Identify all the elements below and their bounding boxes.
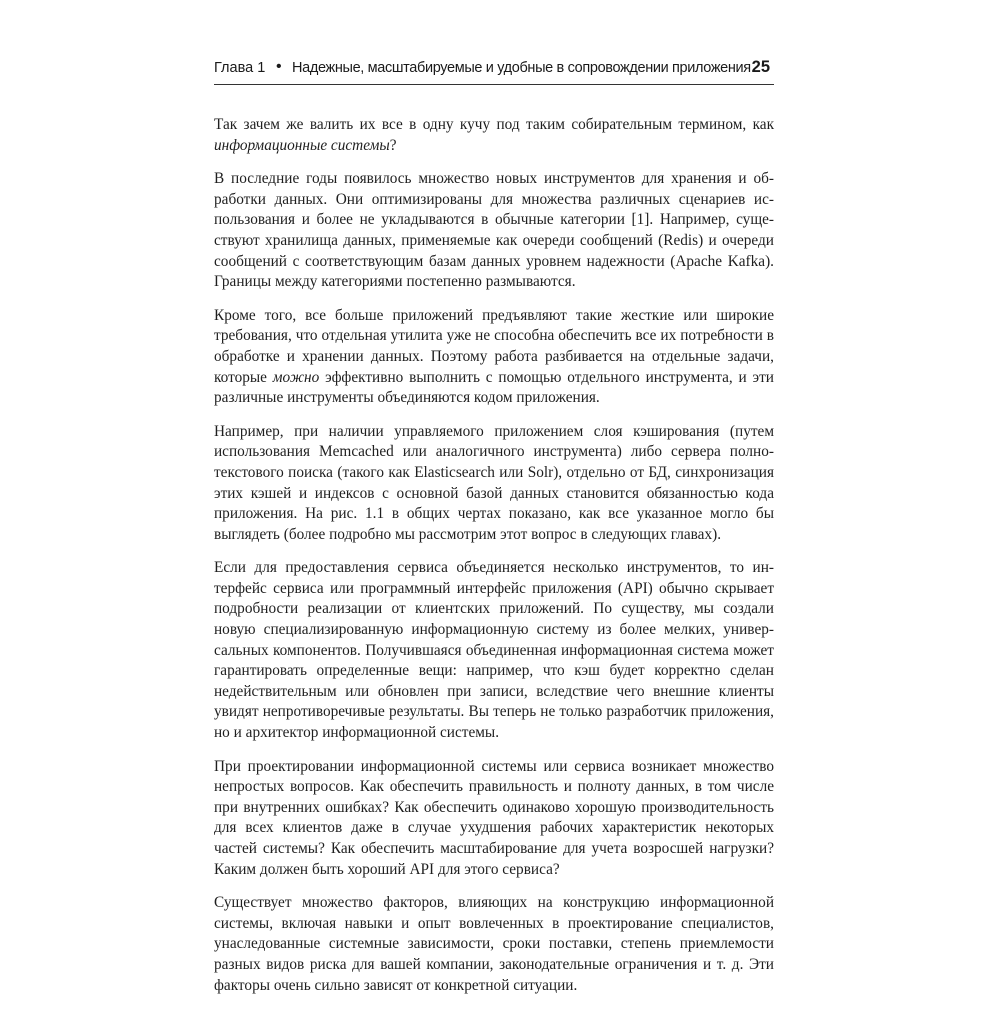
paragraph-5 [214, 558, 774, 743]
paragraph-7 [214, 893, 774, 996]
header-rule [214, 84, 774, 85]
header-bullet: • [276, 58, 282, 75]
paragraph-text: Существует множество факторов, влияющих на конструкцию информационной системы, включая навыки и опыт вовлеченных в проектирование специалистов, унаследованные системные зависимости, сроки поставки, степень приемлемости разных видов риска для вашей компании, законодательные ограничения и т. д. Эти факторы очень сильно зависят от конкретной ситуации. [214, 894, 774, 994]
running-header [214, 58, 774, 80]
paragraph-text: Если для предоставления сервиса объединяется несколько инструментов, то интерфейс сервиса или программный интерфейс приложения (API) обычно скрывает подробности реализации от клиентских приложений. По существу, мы создали новую специализированную информационную систему из более мелких, универсальных компонентов. Получившаяся объединенная информационная система может гарантировать определенные вещи: например, что кэш будет корректно сделан недействительным или обновлен при записи, вследствие чего внешние клиенты увидят непротиворечивые результаты. Вы теперь не только разработчик приложения, но и архитектор информационной системы. [214, 559, 774, 742]
running-title: Надежные, масштабируемые и удобные в сопровождении приложения [292, 60, 751, 76]
page-number: 25 [751, 58, 770, 76]
paragraph-text: эффективно выполнить с помощью отдельного инструмента, и эти различные инструменты объединяются кодом приложения. [214, 368, 774, 407]
paragraph-4 [214, 422, 774, 546]
paragraph-text: Например, при наличии управляемого приложением слоя кэширования (путем использования Memcached или аналогичного инструмента) либо сервера полнотекстового поиска (такого как Elasticsearch или Solr), отдельно от БД, синхронизация этих кэшей и индексов с основной базой данных становится обязанностью кода приложения. На рис. 1.1 в общих чертах показано, как все указанное могло бы выглядеть (более подробно мы рассмотрим этот вопрос в следующих главах). [214, 422, 774, 543]
italic-term: информационные системы [214, 136, 390, 154]
paragraph-1 [214, 115, 774, 156]
paragraph-2 [214, 169, 774, 293]
paragraph-6 [214, 757, 774, 881]
book-page [214, 0, 774, 1000]
paragraph-text: ? [389, 136, 397, 154]
chapter-label: Глава 1 [214, 60, 266, 76]
paragraph-3 [214, 306, 774, 409]
paragraph-text: Так зачем же валить их все в одну кучу под таким собирательным термином, как [214, 116, 774, 133]
italic-term: можно [272, 368, 320, 386]
paragraph-text: Кроме того, все больше приложений предъявляют такие жесткие или широкие требования, что отдельная утилита уже не способна обеспечить все их потребности в обработке и хранении данных. Поэтому работа разбивается на отдельные задачи, которые [214, 306, 774, 386]
body-text [214, 115, 774, 1009]
paragraph-text: При проектировании информационной системы или сервиса возникает множество непростых вопросов. Как обеспечить правильность и полноту данных, в том числе при внутренних ошибках? Как обеспечить одинаково хорошую производительность для всех клиентов даже в случае ухудшения рабочих характеристик некоторых частей системы? Как обеспечить масштабирование для учета возросшей нагрузки? Каким должен быть хороший API для этого сервиса? [214, 757, 774, 878]
paragraph-text: В последние годы появилось множество новых инструментов для хранения и обработки данных. Они оптимизированы для множества различных сценариев использования и более не укладываются в обычные категории [1]. Например, существуют хранилища данных, применяемые как очереди сообщений (Redis) и очереди сообщений с соответствующим базам данных уровнем надежности (Apache Kafka). Границы между категориями постепенно размываются. [214, 170, 774, 291]
